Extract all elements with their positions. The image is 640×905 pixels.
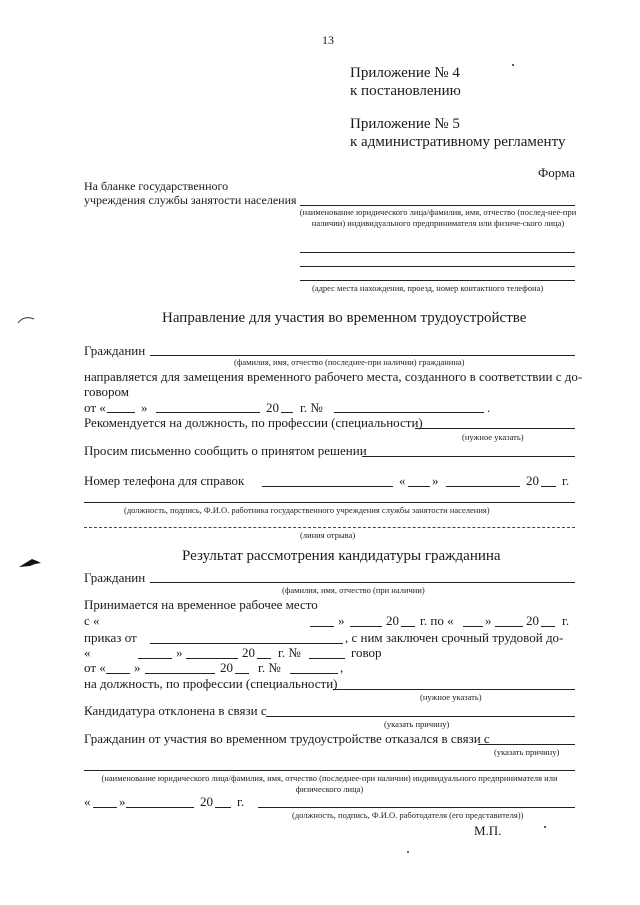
- letterhead-line2: учреждения службы занятости населения: [84, 193, 297, 207]
- employer-name-caption: (наименование юридического лица/фамилия, имя, отчество (последнее-при наличии) индивидуального предпринимателя или физического лица): [101, 773, 558, 794]
- scan-speck: [544, 826, 546, 828]
- order-month-field[interactable]: [186, 658, 238, 659]
- phone-month-field[interactable]: [446, 486, 520, 487]
- contract2-year-20: 20: [220, 660, 233, 675]
- appendix-4-ref: к постановлению: [350, 83, 461, 99]
- accepted-text: Принимается на временное рабочее место: [84, 597, 318, 612]
- decision-field[interactable]: [362, 456, 575, 457]
- sign-date-open: «: [84, 794, 91, 809]
- recommended-needed-caption: (нужное указать): [462, 432, 524, 442]
- period-from-month-field[interactable]: [350, 626, 382, 627]
- order-date-close: »: [176, 645, 183, 660]
- contract-number-field[interactable]: [334, 412, 484, 413]
- phone-year-field[interactable]: [541, 486, 556, 487]
- employer-signature-caption: (должность, подпись, Ф.И.О. работодателя (его представителя)): [292, 810, 524, 820]
- rejected-text: Кандидатура отклонена в связи с: [84, 703, 267, 718]
- order-field[interactable]: [150, 643, 343, 644]
- order-date-open: «: [84, 645, 91, 660]
- recipient-line-3[interactable]: [300, 266, 575, 267]
- phone-number-field[interactable]: [262, 486, 393, 487]
- citizen-label: Гражданин: [84, 343, 146, 358]
- refused-reason-field[interactable]: [478, 744, 575, 745]
- recipient-name-caption: (наименование юридического лица/фамилия, имя, отчество (послед-нее-при наличии) индивидуального предпринимателя или физиче-ского лица): [299, 207, 577, 228]
- phone-g: г.: [562, 473, 570, 488]
- contract2-day-field[interactable]: [106, 673, 130, 674]
- order-day-field[interactable]: [138, 658, 172, 659]
- order-year-field[interactable]: [257, 658, 271, 659]
- citizen-name-field[interactable]: [150, 355, 575, 356]
- order-number-label: г. №: [278, 645, 301, 660]
- period-from-year-20: 20: [386, 613, 399, 628]
- phone-label: Номер телефона для справок: [84, 473, 245, 488]
- recommended-label: Рекомендуется на должность, по профессии (специальности): [84, 415, 423, 430]
- s2-citizen-name-field[interactable]: [150, 582, 575, 583]
- contract2-date-close: »: [134, 660, 141, 675]
- contract-number-label: г. №: [300, 400, 323, 415]
- s2-position-field[interactable]: [333, 689, 575, 690]
- contract2-comma: ,: [340, 660, 344, 675]
- refused-text: Гражданин от участия во временном трудоустройстве отказался в связи с: [84, 731, 490, 746]
- signature-caption: (должность, подпись, Ф.И.О. работника государственного учреждения службы занятости населения): [124, 505, 490, 515]
- phone-date-quote-close: »: [432, 473, 439, 488]
- period-to-text: г. по «: [420, 613, 454, 628]
- period-from-year-field[interactable]: [401, 626, 415, 627]
- contract-quote-close: »: [141, 400, 148, 415]
- sign-day-field[interactable]: [93, 807, 117, 808]
- contract-date-prefix: от «: [84, 400, 106, 415]
- contract-day-field[interactable]: [107, 412, 135, 413]
- contract2-number-field[interactable]: [290, 673, 338, 674]
- period-from-close: »: [338, 613, 345, 628]
- letterhead-line1: На бланке государственного: [84, 179, 229, 193]
- period-to-year-20: 20: [526, 613, 539, 628]
- sign-year-20: 20: [200, 794, 213, 809]
- contract2-number-label: г. №: [258, 660, 281, 675]
- recommended-position-field[interactable]: [415, 428, 575, 429]
- form-title: Направление для участия во временном трудоустройстве: [162, 310, 527, 326]
- appendix-4: Приложение № 4: [350, 65, 460, 81]
- recipient-name-line[interactable]: [300, 205, 575, 206]
- phone-day-field[interactable]: [408, 486, 430, 487]
- period-to-g: г.: [562, 613, 570, 628]
- directed-text-2: говором: [84, 384, 130, 399]
- period-to-close: »: [485, 613, 492, 628]
- rejected-reason-field[interactable]: [266, 716, 575, 717]
- contract-year-20: 20: [266, 400, 279, 415]
- scan-speck: [512, 64, 514, 66]
- refused-reason-caption: (указать причину): [494, 747, 560, 757]
- appendix-5: Приложение № 5: [350, 116, 460, 132]
- period-to-day-field[interactable]: [463, 626, 483, 627]
- please-inform-text: Просим письменно сообщить о принятом решении: [84, 443, 367, 458]
- rejected-reason-caption: (указать причину): [384, 719, 450, 729]
- s2-citizen-label: Гражданин: [84, 570, 146, 585]
- scan-speck: [407, 851, 409, 853]
- contract-period: .: [487, 400, 491, 415]
- page-number: 13: [322, 33, 334, 47]
- period-to-year-field[interactable]: [541, 626, 555, 627]
- directed-text-1: направляется для замещения временного рабочего места, созданного в соответствии с до-: [84, 369, 583, 384]
- phone-year-20: 20: [526, 473, 539, 488]
- margin-mark: [16, 313, 36, 325]
- order-year-20: 20: [242, 645, 255, 660]
- employer-name-field[interactable]: [84, 770, 575, 771]
- sign-month-field[interactable]: [126, 807, 194, 808]
- s2-needed-caption: (нужное указать): [420, 692, 482, 702]
- recipient-address-caption: (адрес места нахождения, проезд, номер контактного телефона): [312, 283, 544, 293]
- contract2-month-field[interactable]: [145, 673, 215, 674]
- contract2-date-prefix: от «: [84, 660, 106, 675]
- contract-month-field[interactable]: [156, 412, 260, 413]
- period-from-prefix: с «: [84, 613, 100, 628]
- order-from-label: приказ от: [84, 630, 137, 645]
- contract-year-field[interactable]: [281, 412, 293, 413]
- contract-concluded-text: , с ним заключен срочный трудовой до-: [345, 630, 564, 645]
- phone-date-quote-open: «: [399, 473, 406, 488]
- period-from-day-field[interactable]: [310, 626, 334, 627]
- period-to-month-field[interactable]: [495, 626, 523, 627]
- sign-year-field[interactable]: [215, 807, 231, 808]
- stamp-place: М.П.: [474, 823, 502, 838]
- sign-date-g: г.: [237, 794, 245, 809]
- recipient-line-2[interactable]: [300, 252, 575, 253]
- tear-line: [84, 527, 575, 528]
- contract2-year-field[interactable]: [235, 673, 249, 674]
- recipient-address-line[interactable]: [300, 280, 575, 281]
- contract-word: говор: [351, 645, 382, 660]
- employer-signature-field[interactable]: [258, 807, 575, 808]
- appendix-5-ref: к административному регламенту: [350, 134, 566, 150]
- tear-line-caption: (линия отрыва): [300, 530, 356, 540]
- section2-title: Результат рассмотрения кандидатуры гражданина: [182, 548, 501, 564]
- sign-date-close: »: [119, 794, 126, 809]
- s2-citizen-caption: (фамилия, имя, отчество (при наличии): [282, 585, 425, 595]
- form-label: Форма: [538, 165, 575, 180]
- s2-position-label: на должность, по профессии (специальности): [84, 676, 338, 691]
- hole-punch-mark: [18, 556, 42, 572]
- citizen-name-caption: (фамилия, имя, отчество (последнее-при наличии) гражданина): [234, 357, 465, 367]
- order-number-field[interactable]: [309, 658, 345, 659]
- signature-field[interactable]: [84, 502, 575, 503]
